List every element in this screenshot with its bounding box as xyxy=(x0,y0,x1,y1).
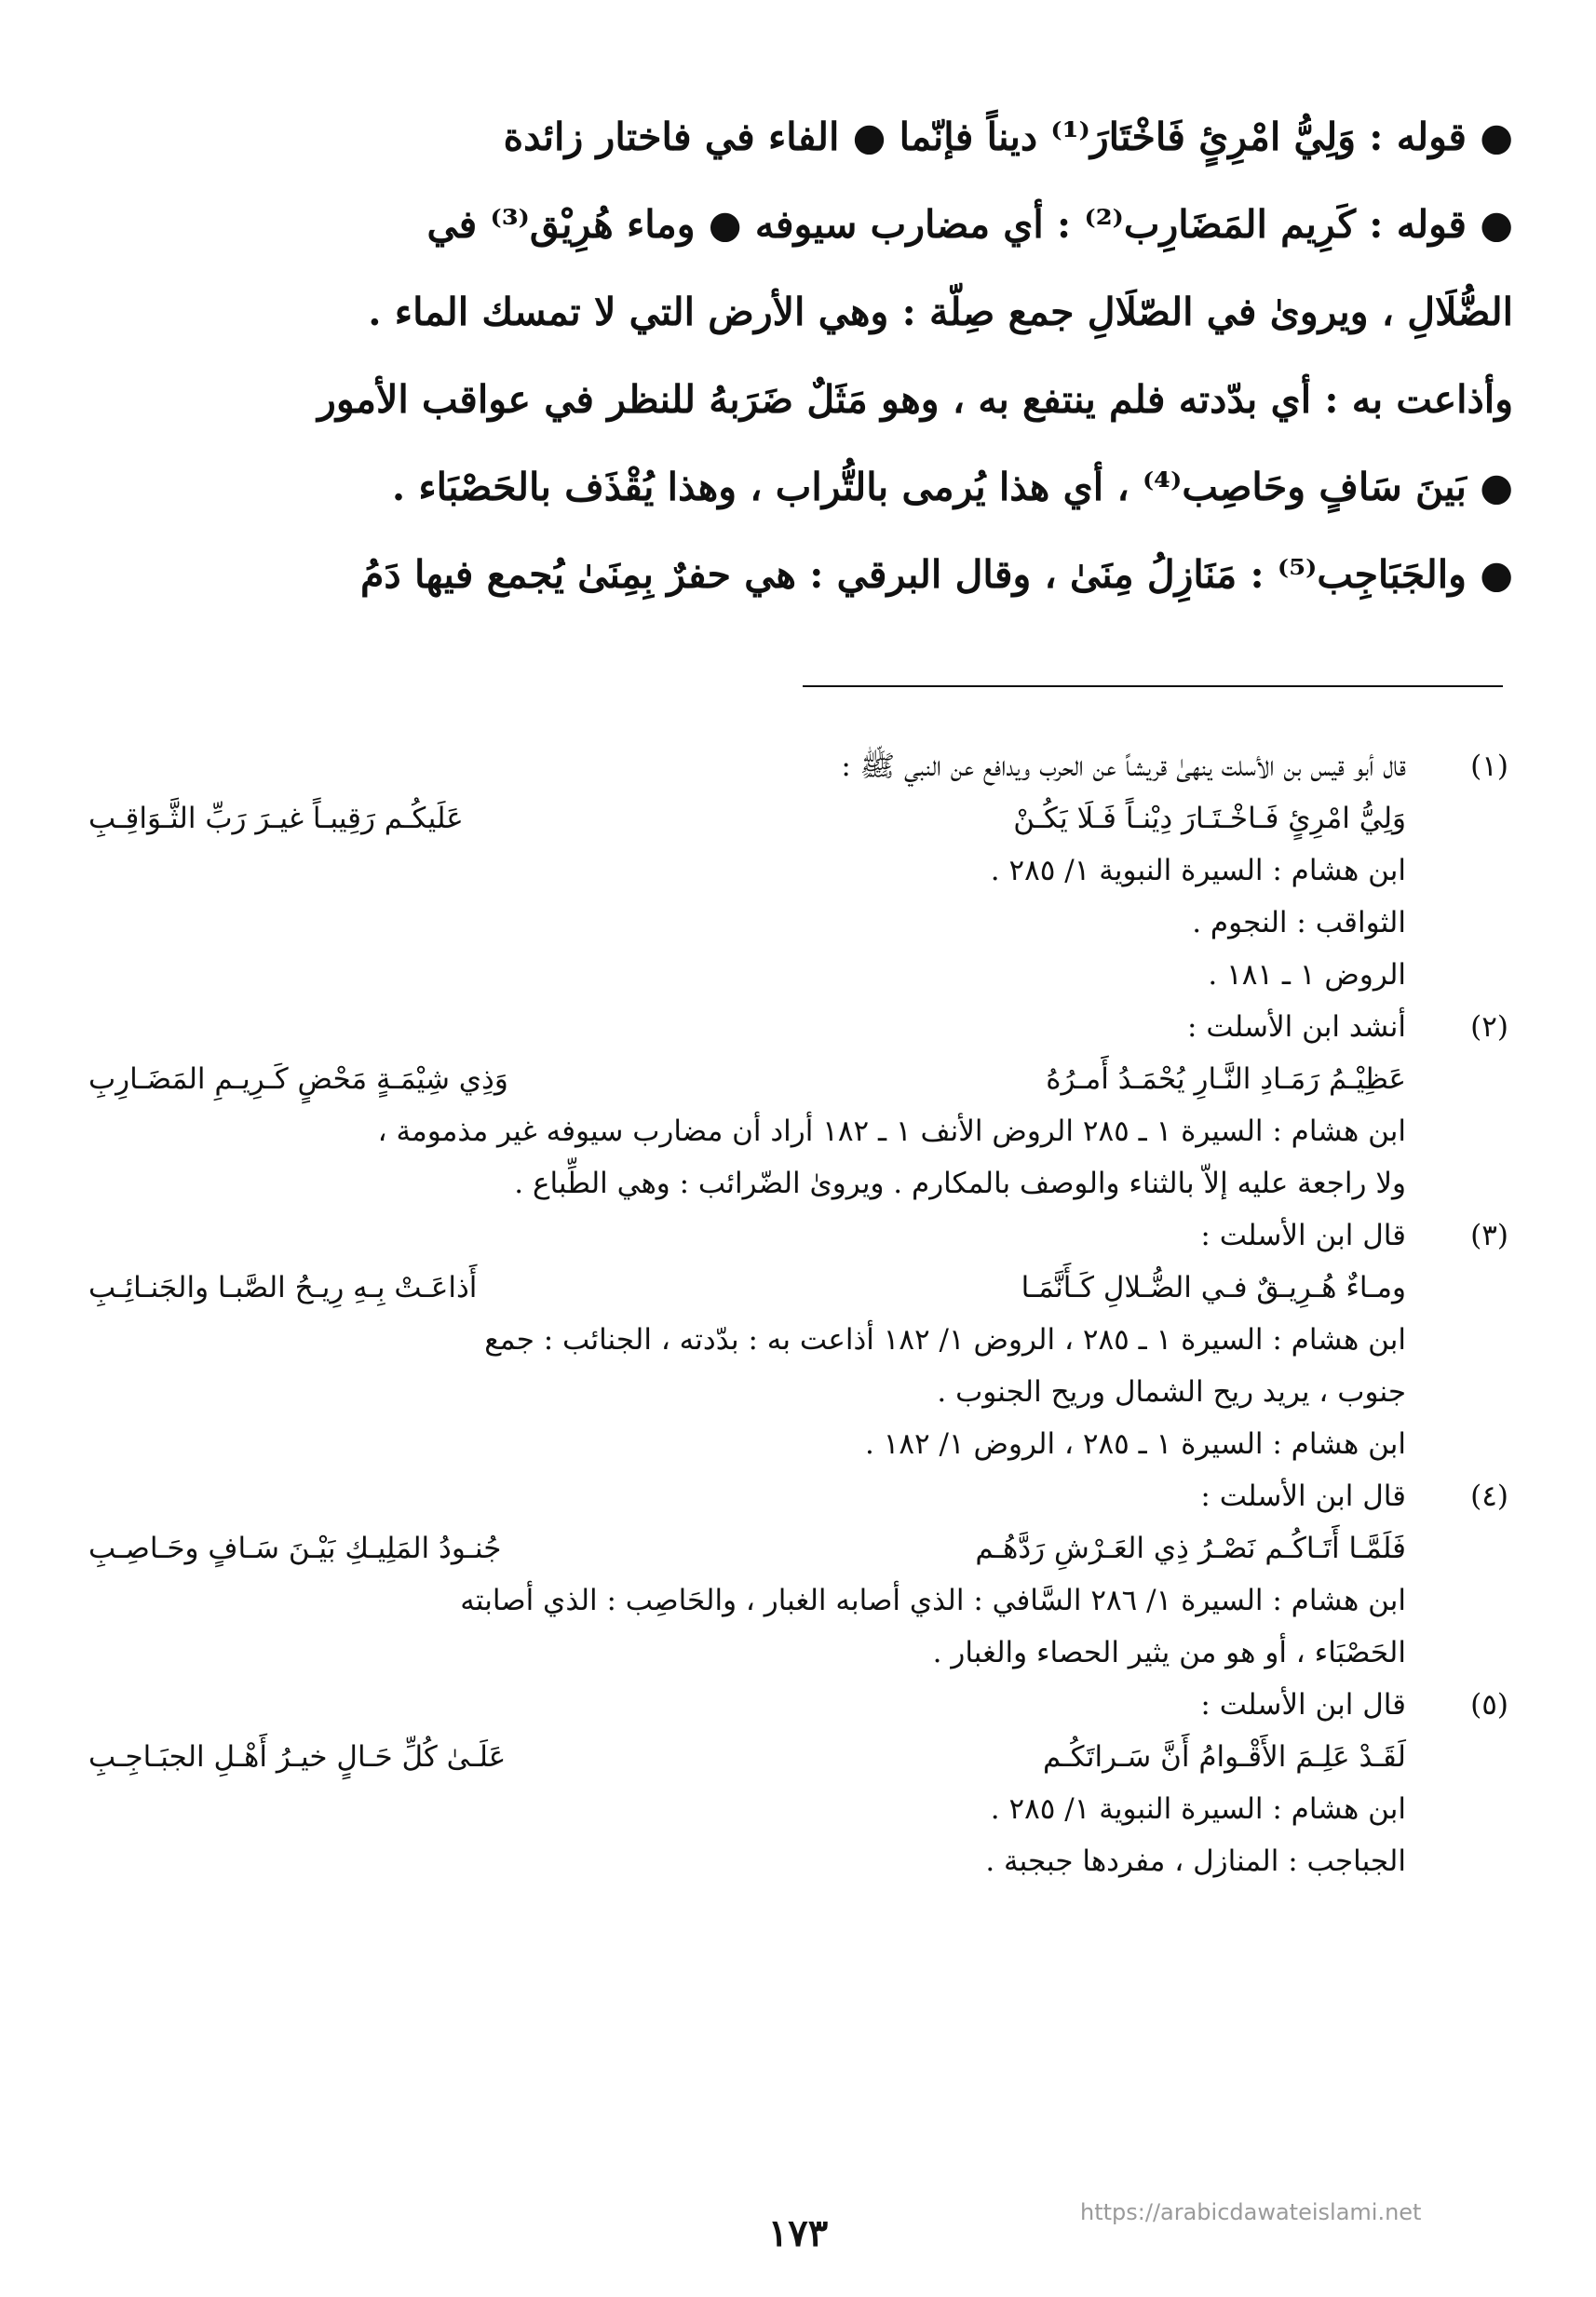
verse-second-hemistich: عَلَـىٰ كُلِّ حَـالٍ خيـرُ أَهْـلِ الجبَـاجِـبِ xyxy=(88,1740,507,1774)
footnote-number: (٣) xyxy=(1470,1219,1508,1252)
main-text-line: ● بَينَ سَافٍ وحَاصِب⁽⁴⁾ ، أي هذا يُرمى بالتُّراب ، وهذا يُقْذَف بالحَصْبَاء . xyxy=(391,465,1513,509)
footnote xyxy=(88,1001,1508,1209)
footnote-line: الجباجب : المنازل ، مفردها جبجبة . xyxy=(985,1844,1406,1878)
verse-first-hemistich: فَلَمَّـا أَتَـاكُـم نَصْـرُ ذِي العَـرْشِ رَدَّهُـم xyxy=(975,1532,1406,1565)
footnote-line: الروض ١ ـ ١٨١ . xyxy=(1208,958,1406,992)
main-text-line: وأذاعت به : أي بدّدته فلم ينتفع به ، وهو مَثَلٌ ضَرَبهُ للنظر في عواقب الأمور xyxy=(318,377,1513,422)
verse-first-hemistich: عَظِيْـمُ رَمَـادِ النَّـارِ يُحْمَـدُ أَمـرُهُ xyxy=(1046,1062,1406,1096)
footnote-line: الحَصْبَاء ، أو هو من يثير الحصاء والغبار . xyxy=(932,1636,1406,1669)
footnote-verse xyxy=(88,792,1508,844)
footnote-number: (٤) xyxy=(1470,1480,1508,1513)
footnote-number: (٢) xyxy=(1470,1010,1508,1044)
footnote xyxy=(88,740,1508,1001)
footnote-line: ابن هشام : السيرة ١/ ٢٨٦ السَّافي : الذي أصابه الغبار ، والحَاصِب : الذي أصابته xyxy=(460,1584,1406,1617)
main-text-line: ● قوله : كَرِيم المَضَارِب⁽²⁾ : أي مضارب سيوفه ● وماء هُرِيْق⁽³⁾ في xyxy=(426,202,1513,247)
footnote-line: ابن هشام : السيرة النبوية ١/ ٢٨٥ . xyxy=(990,1792,1406,1826)
watermark-url: https://arabicdawateislami.net xyxy=(1080,2199,1422,2225)
footnote-separator xyxy=(803,685,1503,687)
footnote-intro: قال ابن الأسلت : xyxy=(1200,1219,1406,1252)
verse-second-hemistich: وَذِي شِيْمَـةٍ مَحْضٍ كَـرِيـمِ المَضَـارِبِ xyxy=(88,1062,508,1096)
page-number: ١٧٣ xyxy=(767,2211,829,2255)
main-text xyxy=(98,93,1513,618)
footnote-number: (١) xyxy=(1470,750,1508,783)
verse-second-hemistich: جُنـودُ المَلِيـكِ بَيْـنَ سَـافٍ وحَـاصِـبِ xyxy=(88,1532,502,1565)
footnote-intro: قال أبو قيس بن الأسلت ينهىٰ قريشاً عن الحرب ويدافع عن النبي ﷺ : xyxy=(841,750,1406,783)
main-text-line: ● قوله : وَلِيُّ امْرِئٍ فَاخْتَارَ⁽¹⁾ ديناً فإنّما ● الفاء في فاختار زائدة xyxy=(503,115,1513,159)
footnote-verse xyxy=(88,1262,1508,1314)
main-text-line: ● والجَبَاجِب⁽⁵⁾ : مَنَازِلُ مِنَىٰ ، وقال البرقي : هي حفرٌ بِمِنَىٰ يُجمع فيها دَمُ xyxy=(360,552,1513,597)
footnote-intro: قال ابن الأسلت : xyxy=(1200,1688,1406,1722)
footnote-verse xyxy=(88,1731,1508,1783)
verse-first-hemistich: ومـاءٌ هُـرِيـقٌ فـي الضُّـلالِ كَـأَنَّمَـا xyxy=(1021,1271,1406,1304)
footnote-verse xyxy=(88,1522,1508,1574)
footnotes xyxy=(88,740,1508,1887)
verse-first-hemistich: لَقَـدْ عَلِـمَ الأَقْـوامُ أَنَّ سَـراتَكُـم xyxy=(1043,1740,1406,1774)
footnote-line: ابن هشام : السيرة ١ ـ ٢٨٥ الروض الأنف ١ ـ ١٨٢ أراد أن مضارب سيوفه غير مذمومة ، xyxy=(377,1115,1406,1148)
footnote xyxy=(88,1470,1508,1679)
footnote-intro: أنشد ابن الأسلت : xyxy=(1187,1010,1406,1044)
footnote xyxy=(88,1209,1508,1470)
verse-second-hemistich: أَذاعَـتْ بِـهِ رِيـحُ الصَّبـا والجَنـائِـبِ xyxy=(88,1271,478,1304)
footnote-verse xyxy=(88,1053,1508,1105)
verse-first-hemistich: وَلِيُّ امْرِئٍ فَـاخْـتَـارَ دِيْنـاً فَـلَا يَكُـنْ xyxy=(1013,802,1406,835)
footnote-line: ابن هشام : السيرة ١ ـ ٢٨٥ ، الروض ١/ ١٨٢ أذاعت به : بدّدته ، الجنائب : جمع xyxy=(484,1323,1406,1357)
footnote-line: ابن هشام : السيرة النبوية ١/ ٢٨٥ . xyxy=(990,854,1406,887)
main-text-line: الضُّلَالِ ، ويروىٰ في الصّلَالِ جمع صِلّة : وهي الأرض التي لا تمسك الماء . xyxy=(368,290,1513,334)
footnote-number: (٥) xyxy=(1470,1688,1508,1722)
footnote-line: الثواقب : النجوم . xyxy=(1192,906,1406,939)
footnote-intro: قال ابن الأسلت : xyxy=(1200,1480,1406,1513)
verse-second-hemistich: عَلَيكُـم رَقِيبـاً غيـرَ رَبِّ الثَّـوَاقِـبِ xyxy=(88,802,464,835)
footnote-line: جنوب ، يريد ريح الشمال وريح الجنوب . xyxy=(937,1375,1406,1409)
footnote-line: ابن هشام : السيرة ١ ـ ٢٨٥ ، الروض ١/ ١٨٢ . xyxy=(865,1427,1406,1461)
footnote xyxy=(88,1679,1508,1887)
footnote-line: ولا راجعة عليه إلاّ بالثناء والوصف بالمكارم . ويروىٰ الضّرائب : وهي الطِّباع . xyxy=(514,1167,1406,1200)
